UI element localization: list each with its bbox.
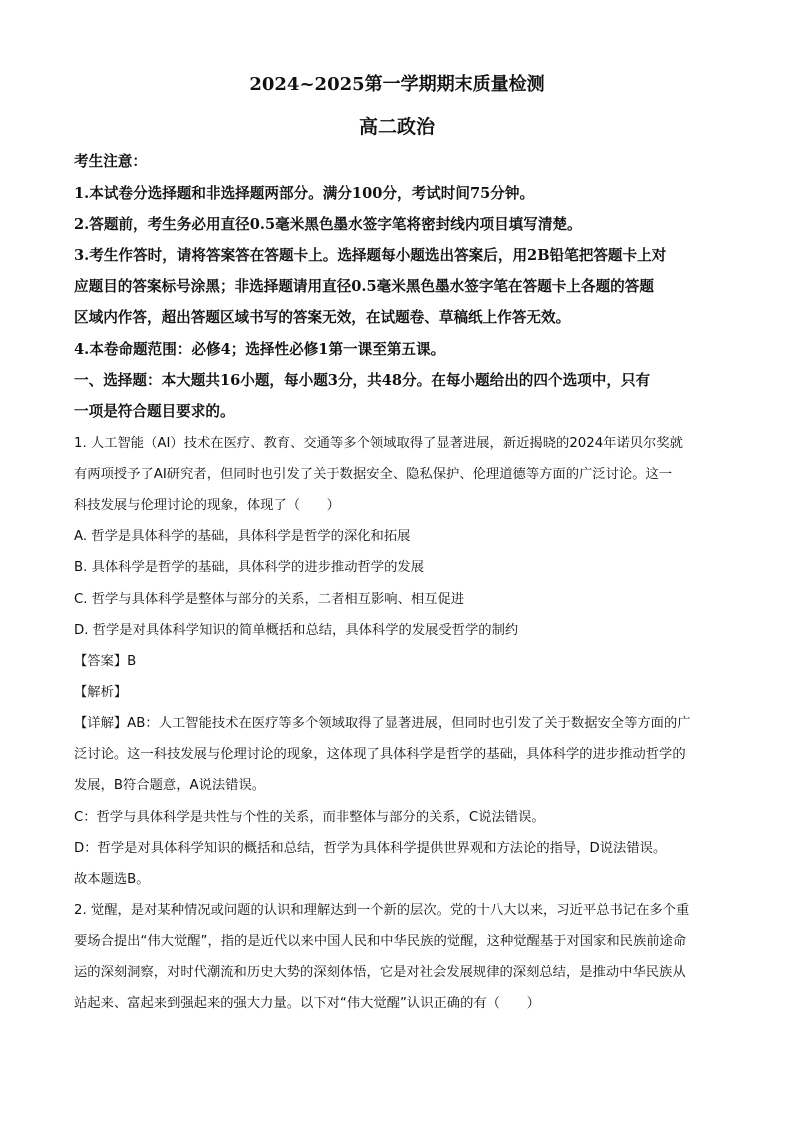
notice-line: 1.本试卷分选择题和非选择题两部分。满分100分，考试时间75分钟。 bbox=[74, 185, 535, 202]
question-1-option-a: A. 哲学是具体科学的基础，具体科学是哲学的深化和拓展 bbox=[74, 529, 411, 544]
exam-title: 2024~2025第一学期期末质量检测 bbox=[249, 74, 545, 95]
question-1-analysis: C：哲学与具体科学是共性与个性的关系，而非整体与部分的关系，C说法错误。 bbox=[74, 810, 545, 825]
notice-line: 2.答题前，考生务必用直径0.5毫米黑色墨水签字笔将密封线内项目填写清楚。 bbox=[74, 216, 582, 233]
question-1-option-b: B. 具体科学是哲学的基础，具体科学的进步推动哲学的发展 bbox=[74, 560, 424, 575]
question-1-analysis: 发展，B符合题意，A说法错误。 bbox=[74, 778, 266, 793]
question-2-stem: 要场合提出“伟大觉醒”，指的是近代以来中国人民和中华民族的觉醒，这种觉醒基于对国家和民族前途命 bbox=[74, 934, 687, 949]
question-1-option-d: D. 哲学是对具体科学知识的简单概括和总结，具体科学的发展受哲学的制约 bbox=[74, 623, 519, 638]
section-heading: 一、选择题：本大题共16小题，每小题3分，共48分。在每小题给出的四个选项中，只有 bbox=[74, 372, 651, 389]
question-1-stem: 1. 人工智能（AI）技术在医疗、教育、交通等多个领域取得了显著进展，新近揭晓的2024年诺贝尔奖就 bbox=[74, 436, 683, 451]
question-1-analysis: 【详解】AB：人工智能技术在医疗等多个领域取得了显著进展，但同时也引发了关于数据安全等方面的广 bbox=[74, 716, 691, 731]
question-2-stem: 站起来、富起来到强起来的强大力量。以下对“伟大觉醒”认识正确的有（ ） bbox=[74, 996, 540, 1011]
section-heading: 一项是符合题目要求的。 bbox=[74, 403, 235, 420]
question-1-analysis-label: 【解析】 bbox=[74, 685, 128, 700]
question-1-analysis: 泛讨论。这一科技发展与伦理讨论的现象，这体现了具体科学是哲学的基础，具体科学的进步推动哲学的 bbox=[74, 747, 686, 762]
question-2-stem: 2. 觉醒，是对某种情况或问题的认识和理解达到一个新的层次。党的十八大以来，习近平总书记在多个重 bbox=[74, 903, 690, 918]
notice-line: 区域内作答，超出答题区域书写的答案无效，在试题卷、草稿纸上作答无效。 bbox=[74, 309, 571, 326]
notice-line: 4.本卷命题范围：必修4；选择性必修1第一课至第五课。 bbox=[74, 341, 446, 358]
exam-subject: 高二政治 bbox=[358, 116, 435, 138]
question-1-stem: 科技发展与伦理讨论的现象，体现了（ ） bbox=[74, 498, 340, 513]
question-1-stem: 有两项授予了AI研究者，但同时也引发了关于数据安全、隐私保护、伦理道德等方面的广泛讨论。这一 bbox=[74, 467, 673, 482]
question-1-analysis: D：哲学是对具体科学知识的概括和总结，哲学为具体科学提供世界观和方法论的指导，D说法错误。 bbox=[74, 841, 667, 856]
question-1-analysis: 故本题选B。 bbox=[74, 872, 150, 887]
notice-label: 考生注意： bbox=[74, 153, 147, 170]
question-1-option-c: C. 哲学与具体科学是整体与部分的关系，二者相互影响、相互促进 bbox=[74, 592, 465, 607]
notice-line: 应题目的答案标号涂黑；非选择题请用直径0.5毫米黑色墨水签字笔在答题卡上各题的答题 bbox=[74, 278, 654, 295]
question-2-stem: 运的深刻洞察，对时代潮流和历史大势的深刻体悟，它是对社会发展规律的深刻总结，是推动中华民族从 bbox=[74, 965, 686, 980]
notice-line: 3.考生作答时，请将答案答在答题卡上。选择题每小题选出答案后，用2B铅笔把答题卡上对 bbox=[74, 247, 667, 264]
question-1-answer: 【答案】B bbox=[74, 654, 137, 669]
